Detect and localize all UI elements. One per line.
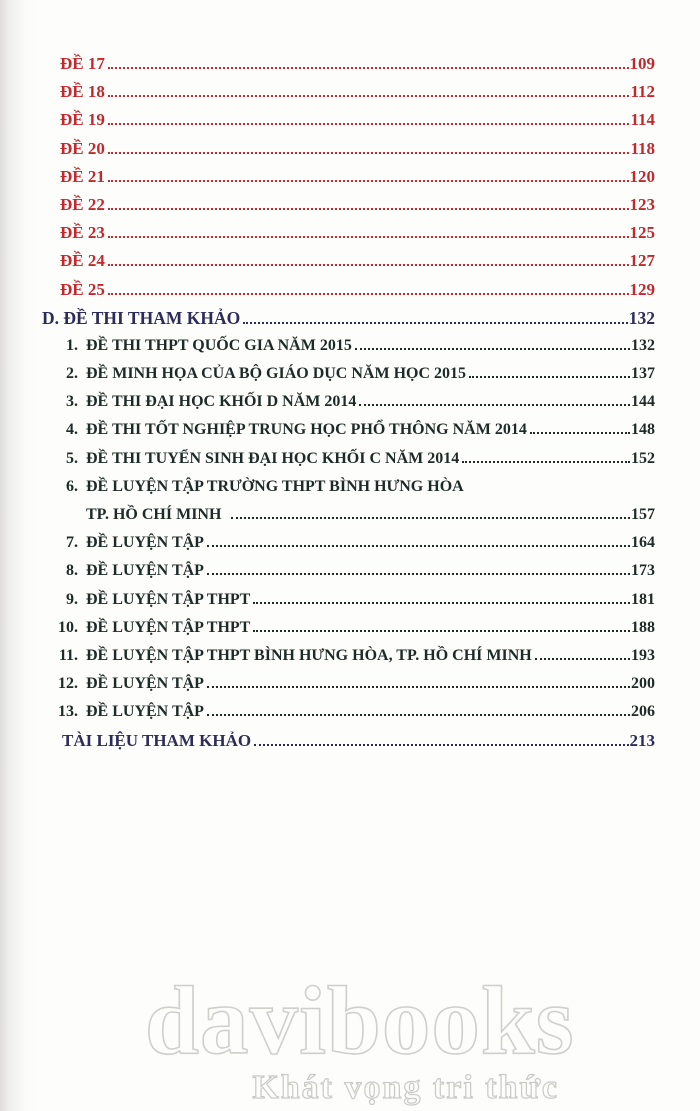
dot-leader xyxy=(108,179,629,182)
toc-entry-label: ĐỀ 18 xyxy=(60,82,105,102)
dot-leader xyxy=(207,544,630,547)
toc-entry xyxy=(0,416,655,444)
entry-number: 12. xyxy=(58,675,78,693)
dot-leader xyxy=(207,572,630,575)
entry-number: 9. xyxy=(66,590,78,608)
page-number: 157 xyxy=(631,506,655,523)
toc-entry xyxy=(0,501,655,529)
toc-entry-label: ĐỀ 23 xyxy=(60,223,105,243)
toc-entry xyxy=(0,529,655,557)
toc-entry xyxy=(0,670,655,698)
toc-entry-label: ĐỀ THI TỐT NGHIỆP TRUNG HỌC PHỔ THÔNG NĂM 2014 xyxy=(86,421,527,439)
page-number: 112 xyxy=(630,82,655,102)
dot-leader xyxy=(108,151,630,154)
toc-entry-label: ĐỀ LUYỆN TẬP THPT BÌNH HƯNG HÒA, TP. HỒ CHÍ MINH xyxy=(86,646,532,664)
toc-entry-label: ĐỀ 17 xyxy=(60,54,105,73)
toc-entry xyxy=(0,78,655,106)
entry-number: 3. xyxy=(66,393,78,411)
page-number: 193 xyxy=(631,646,655,664)
toc-entry-label: TÀI LIỆU THAM KHẢO xyxy=(62,730,252,750)
dot-leader xyxy=(254,743,628,746)
page-number: 152 xyxy=(631,449,655,467)
toc-entry xyxy=(0,388,655,416)
toc-entry-label: ĐỀ 20 xyxy=(60,138,105,158)
entry-number: 8. xyxy=(66,562,78,580)
page-number: 181 xyxy=(631,590,655,608)
page-number: 137 xyxy=(631,365,655,383)
page-number: 144 xyxy=(631,393,655,411)
dot-leader xyxy=(231,516,630,519)
toc-entry xyxy=(0,360,655,388)
toc-entry xyxy=(0,586,655,614)
dot-leader xyxy=(207,685,630,688)
page-number: 173 xyxy=(631,562,655,580)
toc-entry-label: ĐỀ THI THPT QUỐC GIA NĂM 2015 xyxy=(86,336,352,354)
entry-number: 5. xyxy=(66,449,78,467)
toc-entry xyxy=(0,50,655,78)
toc-entry xyxy=(0,106,655,134)
dot-leader xyxy=(253,601,630,604)
dot-leader xyxy=(108,207,629,210)
watermark-tagline: Khát vọng tri thức xyxy=(252,1069,559,1106)
dot-leader xyxy=(469,375,630,378)
page-number: 213 xyxy=(629,730,655,750)
dot-leader xyxy=(355,347,630,350)
toc-entry xyxy=(0,163,655,191)
entry-number: 1. xyxy=(66,336,78,354)
toc-entry xyxy=(0,304,655,332)
dot-leader xyxy=(530,431,630,434)
toc-entry-label: ĐỀ 21 xyxy=(60,166,105,186)
entry-number: 2. xyxy=(66,365,78,383)
entry-number: 7. xyxy=(66,534,78,552)
toc-entry-label: ĐỀ THI TUYỂN SINH ĐẠI HỌC KHỐI C NĂM 2014 xyxy=(86,449,460,467)
toc-entry-label: ĐỀ 22 xyxy=(60,194,105,214)
toc-entry-label: ĐỀ MINH HỌA CỦA BỘ GIÁO DỤC NĂM HỌC 2015 xyxy=(86,365,467,383)
page-number: 188 xyxy=(631,618,655,636)
page-number: 132 xyxy=(631,336,655,354)
toc-entry-label: ĐỀ 24 xyxy=(60,251,105,271)
toc-entry-label: ĐỀ THI ĐẠI HỌC KHỐI D NĂM 2014 xyxy=(86,393,357,411)
toc-entry-label: D. ĐỀ THI THAM KHẢO xyxy=(42,307,241,328)
watermark xyxy=(145,967,575,1106)
toc-entry-label: ĐỀ LUYỆN TẬP THPT xyxy=(86,590,251,608)
dot-leader xyxy=(207,713,630,716)
dot-leader xyxy=(108,66,629,69)
toc-entry xyxy=(0,332,655,360)
toc-entry-label: ĐỀ 25 xyxy=(60,279,105,299)
toc-entry-label: ĐỀ LUYỆN TẬP xyxy=(86,562,204,580)
dot-leader xyxy=(108,94,630,97)
toc-entry xyxy=(0,247,655,275)
toc-entry-label: ĐỀ 19 xyxy=(60,110,105,130)
dot-leader xyxy=(243,321,628,324)
page-number: 114 xyxy=(630,110,655,130)
toc-entry xyxy=(0,219,655,247)
page-number: 129 xyxy=(629,279,655,299)
toc-entry-label: ĐỀ LUYỆN TẬP xyxy=(86,675,204,693)
toc-entry xyxy=(0,698,655,726)
toc-entry xyxy=(0,727,655,755)
dot-leader xyxy=(359,403,630,406)
dot-leader xyxy=(535,657,630,660)
table-of-contents xyxy=(0,50,655,755)
toc-entry xyxy=(0,557,655,585)
entry-number: 11. xyxy=(58,646,78,664)
dot-leader xyxy=(108,263,629,266)
entry-number: 10. xyxy=(58,618,78,636)
toc-entry xyxy=(0,135,655,163)
toc-entry xyxy=(0,445,655,473)
toc-entry xyxy=(0,614,655,642)
entry-number: 4. xyxy=(66,421,78,439)
page-number: 200 xyxy=(631,675,655,693)
toc-entry xyxy=(0,191,655,219)
page-number: 132 xyxy=(628,307,655,328)
page-number: 127 xyxy=(629,251,655,271)
page-number: 125 xyxy=(629,223,655,243)
dot-leader xyxy=(108,235,629,238)
toc-entry xyxy=(0,642,655,670)
toc-entry-label: TP. HỒ CHÍ MINH xyxy=(86,506,222,523)
entry-number: 6. xyxy=(66,477,78,495)
dot-leader xyxy=(108,122,630,125)
page-number: 206 xyxy=(631,703,655,721)
toc-entry-label: ĐỀ LUYỆN TẬP THPT xyxy=(86,618,251,636)
dot-leader xyxy=(108,292,629,295)
page-number: 148 xyxy=(631,421,655,439)
toc-entry-label: ĐỀ LUYỆN TẬP xyxy=(86,703,204,721)
toc-entry-label: ĐỀ LUYỆN TẬP TRƯỜNG THPT BÌNH HƯNG HÒA xyxy=(86,477,464,495)
page-number: 164 xyxy=(631,534,655,552)
toc-entry xyxy=(0,473,655,501)
watermark-brand: davibooks xyxy=(145,967,575,1074)
entry-number: 13. xyxy=(58,703,78,721)
toc-entry-label: ĐỀ LUYỆN TẬP xyxy=(86,534,204,552)
dot-leader xyxy=(462,460,630,463)
dot-leader xyxy=(253,629,630,632)
page-number: 123 xyxy=(629,194,655,214)
page-number: 118 xyxy=(630,138,655,158)
page-number: 120 xyxy=(629,166,655,186)
toc-entry xyxy=(0,276,655,304)
page-number: 109 xyxy=(629,54,655,73)
